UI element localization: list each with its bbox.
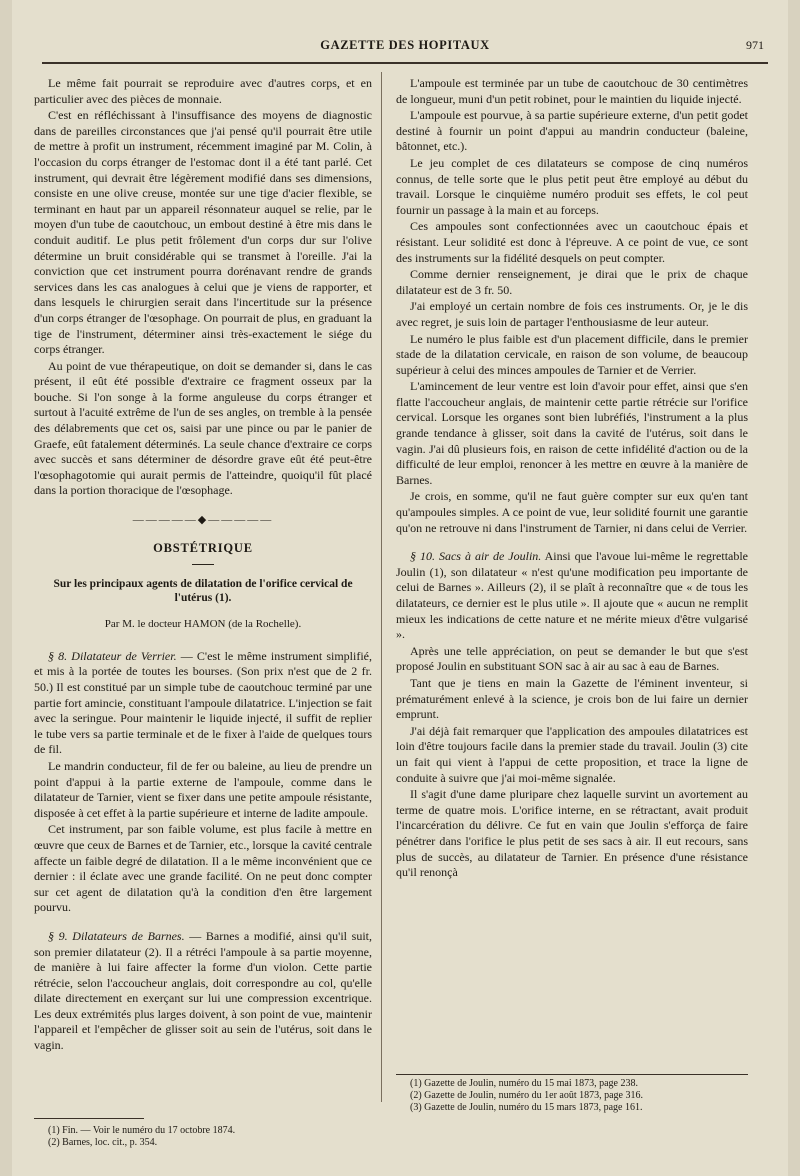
footnotes-right: [396, 1074, 748, 1114]
article-title: Sur les principaux agents de dilatation de l'orifice cervical de l'utérus (1).: [53, 578, 353, 605]
footnote-rule: [34, 1118, 144, 1119]
paragraph: Cet instrument, par son faible volume, est plus facile à mettre en œuvre que ceux de Barnes et de Tarnier, etc., lorsque la cavité centrale affecte un faible degré de dilatation. Il a le même inconvénient que ce dernier : il éclate avec une grande facilité. On ne peut donc compter sur cet agent de dilatation qu'à la condition d'en être largement pourvu.: [34, 822, 372, 915]
article-author: Par M. le docteur HAMON (de la Rochelle).: [104, 618, 302, 631]
page-number: 971: [746, 38, 764, 52]
paragraph-s10: [396, 549, 748, 643]
paragraph: Tant que je tiens en main la Gazette de l'éminent inventeur, si prématurément enlevé à la science, je crois bon de lui faire un dernier emprunt.: [396, 675, 748, 722]
paragraph: J'ai employé un certain nombre de fois ces instruments. Or, je le dis avec regret, je suis loin de partager l'enthousiasme de leur auteur.: [396, 299, 748, 329]
paragraph-s9: [34, 929, 372, 1054]
s10-body: Ainsi que l'avoue lui-même le regrettable Joulin (1), son dilatateur « n'est qu'une modification peu importante de celui de Barnes ». Ailleurs (2), il se plaît à reconnaître que « de tous les dilatateurs, ce dernier est le plus utile ». Il ajoute que « aucun ne remplit mieux les indications de cette nature et ne mérite mieux d'être vulgarisé ».: [396, 549, 749, 642]
footnote: (1) Gazette de Joulin, numéro du 15 mai 1873, page 238.: [410, 1078, 638, 1089]
paragraph: Le même fait pourrait se reproduire avec d'autres corps, et en particulier avec des pièces de monnaie.: [34, 76, 372, 106]
right-column: [396, 76, 748, 882]
column-divider: [381, 72, 382, 1102]
paragraph: L'ampoule est pourvue, à sa partie supérieure externe, d'un petit godet destiné à fournir un point d'appui au mandrin conducteur (baleine, bâtonnet, etc.).: [396, 108, 748, 154]
journal-title: GAZETTE DES HOPITAUX: [320, 38, 490, 52]
s8-heading: § 8. Dilatateur de Verrier.: [48, 648, 177, 663]
section-separator: —————◆—————: [132, 514, 274, 527]
paragraph-s8: [34, 649, 372, 758]
paragraph: Le numéro le plus faible est d'un placement difficile, dans le premier stade de la dilatation cervicale, en raison de son volume, de beaucoup supérieur à celui des minces ampoules de Tarnier et de Verrier.: [396, 331, 748, 377]
paragraph: L'ampoule est terminée par un tube de caoutchouc de 30 centimètres de longueur, muni d'un petit robinet, pour le maintien du liquide injecté.: [396, 76, 748, 106]
footnote: (2) Barnes, loc. cit., p. 354.: [48, 1137, 158, 1148]
title-rule: [192, 564, 214, 565]
s9-heading: § 9. Dilatateurs de Barnes.: [48, 928, 185, 943]
paragraph: Après une telle appréciation, on peut se demander le but que s'est proposé Joulin en substituant SON sac à air au sac à eau de Barnes.: [396, 643, 748, 674]
paragraph: Je crois, en somme, qu'il ne faut guère compter sur eux qu'en tant qu'ampoules simples. A ce point de vue, leur solidité fournit une garantie qu'on ne retrouve ni dans l'instrument de Tarnier, ni dans celui de Verrier.: [396, 489, 748, 535]
paragraph: L'amincement de leur ventre est loin d'avoir pour effet, ainsi que s'en flatte l'accoucheur anglais, de maintenir cette partie rétrécie sur l'orifice cervical. Lorsque les organes sont bien lubréfiés, l'instrument a la plus grande tendance à glisser, soit dans la cavité de l'utérus, soit dans le vagin. J'ai dû plusieurs fois, en raison de cette infidélité d'action ou de la difficulté de leur emploi, renoncer à les mettre en œuvre à la manière de Barnes.: [396, 379, 748, 487]
paragraph: Le mandrin conducteur, fil de fer ou baleine, au lieu de prendre un point d'appui à la partie externe de l'ampoule, comme dans le dilatateur de Tarnier, vient se fixer dans une petite ampoule résistante, disposée à cet effet à la partie supérieure et interne de ladite ampoule.: [34, 758, 372, 820]
paragraph: Comme dernier renseignement, je dirai que le prix de chaque dilatateur est de 3 fr. 50.: [396, 267, 748, 297]
paragraph: J'ai déjà fait remarquer que l'application des ampoules dilatatrices est loin d'être toujours facile dans la premier stade du travail. Joulin (3) cite un fait qui vient à l'appui de cette proposition, et trace la ligne de conduite à suivre que j'ai moi-même signalée.: [396, 723, 748, 785]
paragraph: Au point de vue thérapeutique, on doit se demander si, dans le cas présent, il eût été possible d'extraire ce fragment osseux par la bouche. Si l'on songe à la forme anguleuse du corps étranger et surtout à l'acuité extrême de l'un de ses angles, on tremble à la pensée des délabrements que cet os, saisi par une pince ou par le panier de Graefe, eût fatalement déterminés. La seule chance d'extraire ce corps avec succès et sans déterminer de désordre grave eût été peut-être l'œsophagotomie qui aurait permis de l'atteindre, quoiqu'il fût placé dans la portion thoracique de l'œsophage.: [34, 358, 372, 498]
paragraph: Il s'agit d'une dame pluripare chez laquelle survint un avortement au terme de quatre mois. L'orifice interne, en se rétractant, avait produit l'incarcération du délivre. Ce fut en vain que Joulin s'efforça de faire pénétrer dans l'orifice le plus petit de ses sacs à air. Il eut recours, sans plus de succès, au dilatateur de Tarnier. En présence d'une résistance qu'il renonçà: [396, 787, 748, 880]
footnote: (3) Gazette de Joulin, numéro du 15 mars 1873, page 161.: [410, 1102, 643, 1113]
left-column: [34, 76, 372, 1055]
footnotes-left: [34, 1118, 372, 1149]
paragraph: C'est en réfléchissant à l'insuffisance des moyens de diagnostic dans de pareilles circonstances que j'ai pensé qu'il pourrait être utile de mettre à profit un instrument, récemment imaginé par M. Colin, à l'occasion du corps étranger de l'estomac dont il a été tant parlé. Cet instrument, qui devrait être légèrement modifié dans ses dimensions, consiste en une olive creuse, montée sur une tige d'acier flexible, se terminant en haut par un appareil résonnateur auquel se relie, par le moyen d'un tube de caoutchouc, un embout destiné à être mis dans le conduit auditif. Le plus petit frôlement d'un corps dur sur l'olive détermine un bruit considérable qui se transmet à l'oreille. J'ai la conviction que cet instrument pourra dorénavant rendre de grands services dans les cas analogues à celui que je viens de rapporter, et dans lesquels le chirurgien serait dans l'incertitude sur la présence d'un corps étranger de l'œsophage. On pourrait de plus, en graduant la tige de l'instrument, déterminer ainsi très-exactement le siége du corps étranger.: [34, 108, 372, 357]
s8-body: — C'est le même instrument simplifié, et mis à la portée de toutes les bourses. (Son prix n'est que de 2 fr. 50.) Il est constitué par un simple tube de caoutchouc terminé par une partie fort amincie, constituant l'ampoule dilatatrice. L'injection se fait avec la seringue. Pour maintenir le liquide injecté, il suffit de replier le tube vers sa partie terminale et de le fixer à l'aide de quelques tours de fil.: [34, 648, 372, 757]
page-header: [42, 34, 768, 64]
paragraph: Le jeu complet de ces dilatateurs se compose de cinq numéros connus, de telle sorte que le plus petit peut être employé au début du travail. Lorsque le cinquième numéro produit ses effets, le col peut fournir un passage à la main et au forceps.: [396, 155, 748, 217]
footnote-rule: [396, 1074, 748, 1075]
footnote: (1) Fin. — Voir le numéro du 17 octobre 1874.: [48, 1125, 236, 1136]
section-title: OBSTÉTRIQUE: [153, 540, 253, 555]
s10-heading: § 10. Sacs à air de Joulin.: [410, 549, 542, 564]
s9-body: — Barnes a modifié, ainsi qu'il suit, son premier dilatateur (2). Il a rétréci l'ampoule à sa partie moyenne, de manière à lui faire affecter la forme d'un violon. Cette partie rétrécie, selon l'accoucheur anglais, doit correspondre au col, qu'elle dilate directement en exerçant sur lui une compression excentrique. Les deux extrémités plus larges doivent, à son point de vue, maintenir l'appareil et l'empêcher de glisser soit au sein de l'utérus, soit dans le vagin.: [34, 928, 372, 1053]
footnote: (2) Gazette de Joulin, numéro du 1er août 1873, page 316.: [410, 1090, 643, 1101]
journal-page: [12, 0, 788, 1176]
paragraph: Ces ampoules sont confectionnées avec un caoutchouc épais et résistant. Leur solidité est donc à l'épreuve. A ce point de vue, ce sont des instruments sur la fidélité desquels on peut compter.: [396, 219, 748, 265]
